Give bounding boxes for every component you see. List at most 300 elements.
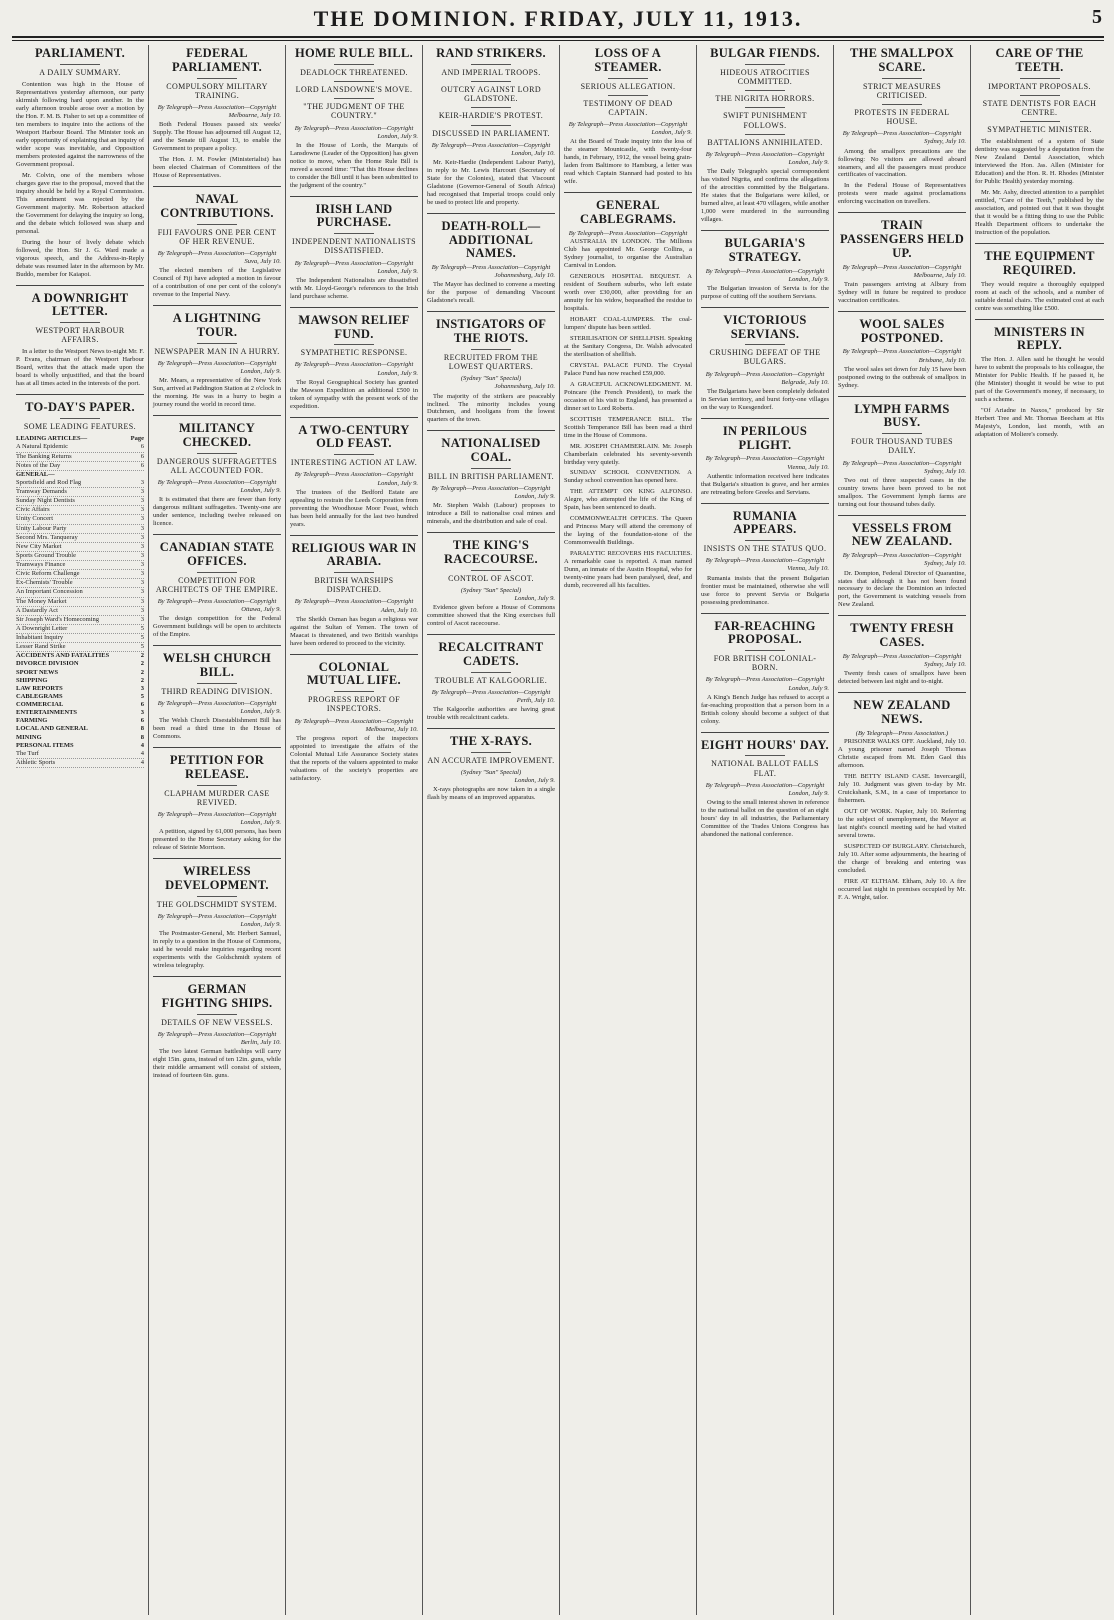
article-paragraph: Mr. Keir-Hardie (Independent Labour Party), in reply to Mr. Lewis Harcourt (Secretary of State for the Colonies), stated that Viscount Gladstone (Governor-General of South Africa) had recognised that Imperial troops could only be used to protect life and property. [427,158,555,206]
article-paragraph: PRISONER WALKS OFF. Auckland, July 10. A young prisoner named Joseph Thomas Christie escaped from Mt. Eden Gaol this afternoon. [838,737,966,769]
features-item-page: 3 [140,597,144,605]
features-item-page: 6 [140,443,144,451]
article-headline: MAWSON RELIEF FUND. [298,312,410,341]
features-item-label: PERSONAL ITEMS [16,741,74,749]
article-byline: By Telegraph—Press Association—Copyright [294,717,414,725]
article-paragraph: Dr. Dompton, Federal Director of Quarantine, states that although it has not been found necessary to declare the Dominion an infected port, the Government is watching vessels from New Zealand. [838,569,966,609]
article-headline: RUMANIA APPEARS. [733,508,797,537]
features-item [16,443,144,452]
article-dateline: Sydney, July 10. [924,661,966,669]
article-byline: By Telegraph—Press Association—Copyright [294,598,414,606]
article-byline: By Telegraph—Press Association—Copyright [842,130,962,138]
article [838,396,966,509]
article-subheading: HIDEOUS ATROCITIES COMMITTED. [701,64,829,86]
article-subheading: DEADLOCK THREATENED. [290,64,418,77]
article-paragraph: Mr. Stephen Walsh (Labour) proposes to introduce a Bill to nationalise coal mines and minerals, and the distribution and sale of coal. [427,502,555,526]
article-subheading: SWIFT PUNISHMENT FOLLOWS. [701,107,829,129]
article-byline: By Telegraph—Press Association—Copyright [294,124,414,132]
article-byline: By Telegraph—Press Association—Copyright [842,459,962,467]
article-paragraph: The Bulgarian invasion of Servia is for the purpose of cutting off the southern Servians. [701,284,829,300]
article-headline: WIRELESS DEVELOPMENT. [165,864,269,893]
article-subheading: FOUR THOUSAND TUBES DAILY. [838,433,966,455]
features-item [16,643,144,652]
article-subheading: IMPORTANT PROPOSALS. [975,78,1104,91]
article-headline: COLONIAL MUTUAL LIFE. [307,659,401,688]
column-5 [560,45,697,1615]
features-item [16,742,144,750]
features-item-page: 6 [140,701,144,709]
article-byline: By Telegraph—Press Association—Copyright [842,348,962,356]
article-dateline: Aden, July 10. [380,606,418,614]
article-paragraph: A GRACEFUL ACKNOWLEDGMENT. M. Poincare (the French President), to mark the occasion of his visit to England, has presented a dinner set to Lord Roberts. [564,380,692,412]
article-byline: By Telegraph—Press Association—Copyright [157,249,277,257]
article-paragraph: "Of Ariadne in Naxos," produced by Sir Herbert Tree and Mr. Thomas Beecham at His Majesty's, London, last month, with an adaptation of Moliere's comedy. [975,406,1104,438]
article-paragraph: The Postmaster-General, Mr. Herbert Samuel, in reply to a question in the House of Commons, said he would make inquiries regarding recent experiments with the Goldschmidt system of wireless telegraphy. [153,930,281,970]
features-list [16,435,144,768]
features-item-page: 2 [140,660,144,668]
features-item-page: 3 [140,488,144,496]
article-paragraph: OUT OF WORK. Napier, July 10. Referring to the subject of unemployment, the Mayor at last night's council meeting said he had visited several towns. [838,807,966,839]
column-2 [149,45,286,1615]
features-item-label: Civic Reform Challenge [16,570,80,578]
features-item [16,607,144,616]
features-item-label: The Banking Returns [16,452,72,460]
features-item-label: Athletic Sports [16,758,56,766]
features-item-label: A Dastardly Act [16,606,58,614]
features-item-label: Sunday Night Dentists [16,497,75,505]
article-dateline: Melbourne, July 10. [228,112,281,120]
article-dateline: Ottawa, July 9. [241,606,281,614]
article-paragraph: The Hon. J. M. Fowler (Ministerialist) has been elected Chairman of Committees of the House of Representatives. [153,156,281,180]
article [427,47,555,207]
article-byline: (Sydney "Sun" Special) [460,769,522,777]
article-subheading: SERIOUS ALLEGATION. [564,78,692,91]
article-byline: By Telegraph—Press Association—Copyright [705,557,825,565]
article-headline: VESSELS FROM NEW ZEALAND. [851,520,953,549]
article [975,47,1104,237]
article [427,430,555,526]
article-paragraph: Two out of three suspected cases in the country towns have been proved to be not smallpox. The Government lymph farms are turning out four thousand tubes daily. [838,476,966,508]
article-byline: By Telegraph—Press Association—Copyright [568,121,688,129]
features-item [16,534,144,543]
masthead-title: THE DOMINION. FRIDAY, JULY 11, 1913. [313,6,803,31]
article [153,47,281,180]
article-dateline: Vienna, July 10. [787,565,829,573]
article-paragraph: Mr. Mr. Ashy, directed attention to a pamphlet entitled, "Care of the Teeth," published by the association, and pointed out that it was thought that it would be a fitting thing to use the Public Health Department officers to undertake the instruction of the population. [975,189,1104,237]
features-item [16,588,144,597]
article [564,192,692,590]
article-dateline: London, July 9. [240,487,281,495]
article-headline: RECALCITRANT CADETS. [438,640,544,669]
article-byline: By Telegraph—Press Association—Copyright [842,263,962,271]
article-paragraph: Contention was high in the House of Representatives yesterday afternoon, our party skirmish following hard upon another. In the early afternoon trouble arose over a motion by the Hon. F. M. B. Fisher to set up a committee of ten members to inquire into the actions of the Westport Harbour Board. The Minister took an early opportunity of explaining that an inquiry of wider scope was inevitable, and Opposition members protested against the narrowness of the Government proposal. [16,80,144,168]
column-1 [12,45,149,1615]
features-item [16,561,144,570]
features-item-label: Sports Ground Trouble [16,551,76,559]
article-paragraph: MR. JOSEPH CHAMBERLAIN. Mr. Joseph Chamberlain celebrated his seventy-seventh birthday very quietly. [564,442,692,466]
features-item [16,625,144,634]
article-subheading: AND IMPERIAL TROOPS. [427,64,555,77]
features-item [16,453,144,462]
article [16,394,144,768]
article-headline: GERMAN FIGHTING SHIPS. [161,982,273,1010]
features-item [16,598,144,607]
article-byline: (By Telegraph—Press Association.) [855,729,949,737]
article [838,692,966,901]
article-paragraph: The two latest German battleships will carry eight 15in. guns, instead of ten 12in. guns, while their middle armament will consist of sixteen, instead of fourteen 6in. guns. [153,1048,281,1080]
features-item-label: A Natural Epidemic [16,443,68,451]
features-item-label: An Important Concession [16,588,83,596]
article-subheading: KEIR-HARDIE'S PROTEST. [427,107,555,120]
article-byline: By Telegraph—Press Association—Copyright [705,150,825,158]
features-item-label: The Turf [16,749,39,757]
article-dateline: Brisbane, July 10. [918,356,966,364]
article-subheading: OUTCRY AGAINST LORD GLADSTONE. [427,81,555,103]
article-headline: FAR-REACHING PROPOSAL. [714,618,816,647]
article-subheading: FIJI FAVOURS ONE PER CENT OF HER REVENUE. [153,224,281,246]
features-item-label: Inhabitant Inquiry [16,634,64,642]
article-byline: By Telegraph—Press Association—Copyright [842,652,962,660]
article [427,728,555,802]
article-byline: By Telegraph—Press Association—Copyright [431,485,551,493]
article [153,976,281,1080]
article-dateline: London, July 9. [377,479,418,487]
article [16,285,144,389]
column-7 [834,45,971,1615]
features-item-page: 3 [140,478,144,486]
features-item-label: Tramway Demands [16,488,67,496]
features-item-page: 2 [140,652,144,660]
article-headline: BULGARIA'S STRATEGY. [724,236,806,264]
features-item [16,515,144,524]
article-subheading: STRICT MEASURES CRITICISED. [838,78,966,100]
features-item-page: 3 [140,533,144,541]
article-dateline: London, July 9. [514,493,555,501]
features-item-page: 3 [140,570,144,578]
article-byline: By Telegraph—Press Association—Copyright [705,455,825,463]
article-dateline: Sydney, July 10. [924,467,966,475]
features-item-label: SPORT NEWS [16,668,59,676]
article-subheading: NEWSPAPER MAN IN A HURRY. [153,343,281,356]
column-4 [423,45,560,1615]
features-item-label: ENTERTAINMENTS [16,709,78,717]
article-subheading: SOME LEADING FEATURES. [16,418,144,431]
article-headline: IN PERILOUS PLIGHT. [722,423,808,452]
features-item [16,717,144,725]
features-item [16,759,144,768]
article-headline: NEW ZEALAND NEWS. [853,698,951,726]
features-item-label: DIVORCE DIVISION [16,660,79,668]
article [290,307,418,411]
article-byline: By Telegraph—Press Association—Copyright [705,370,825,378]
article-paragraph: Mr. Mears, a representative of the New York Sun, arrived at Paddington Station at 2 o'clock in the morning. He was in a hurry to begin a journey round the world in record time. [153,377,281,409]
article-dateline: London, July 9. [377,267,418,275]
article-headline: RAND STRIKERS. [436,46,546,60]
article-subheading: "THE JUDGMENT OF THE COUNTRY." [290,98,418,120]
features-item [16,709,144,717]
features-item-label: COMMERCIAL [16,701,64,709]
columns [12,45,1104,1615]
article [153,186,281,299]
article [838,615,966,686]
article-paragraph: HOBART COAL-LUMPERS. The coal-lumpers' dispute has been settled. [564,315,692,331]
features-item-label: Notes of the Day [16,461,61,469]
article-subheading: BRITISH WARSHIPS DISPATCHED. [290,572,418,594]
article [153,747,281,852]
article [290,47,418,190]
article-dateline: London, July 9. [514,777,555,785]
features-item-label: GENERAL— [16,470,55,478]
features-item [16,435,144,443]
features-item-page: 2 [140,676,144,684]
article-byline: By Telegraph—Press Association—Copyright [157,1030,277,1038]
features-item [16,497,144,506]
features-item-label: Sir Joseph Ward's Homecoming [16,615,100,623]
article-paragraph: The majority of the strikers are peaceably inclined. The minority includes young Dutchmen, and hooligans from the lowest quarters of the town. [427,392,555,424]
article-headline: THE X-RAYS. [449,734,533,749]
features-item-page: 3 [140,588,144,596]
article-paragraph: Evidence given before a House of Commons committee showed that the King exercises full control of Ascot racecourse. [427,604,555,628]
features-item-label: LEADING ARTICLES— [16,435,88,443]
article [701,307,829,412]
article [427,311,555,424]
article-byline: (Sydney "Sun" Special) [460,375,522,383]
features-item-label: Second Mrs. Tanqueray [16,533,78,541]
article [701,613,829,726]
article [701,503,829,607]
article-byline: By Telegraph—Press Association—Copyright [157,912,277,920]
article [153,858,281,970]
article-dateline: London, July 9. [240,921,281,929]
article [153,305,281,409]
article-byline: (Sydney "Sun" Special) [460,587,522,595]
article-dateline: London, July 9. [514,595,555,603]
features-item-page: 3 [140,524,144,532]
article-paragraph: SUSPECTED OF BURGLARY. Christchurch, July 10. After some adjournments, the hearing of the charge of breaking and entering was concluded. [838,842,966,874]
article-dateline: Sydney, July 10. [924,560,966,568]
article-headline: CANADIAN STATE OFFICES. [159,540,275,568]
features-item [16,660,144,668]
article [701,47,829,224]
features-item [16,479,144,488]
features-item-label: Unity Labour Party [16,524,67,532]
article-headline: NAVAL CONTRIBUTIONS. [160,192,274,220]
features-item [16,634,144,643]
article-paragraph: Both Federal Houses passed six weeks' Supply. The House has adjourned till August 12, and the Senate till August 13, to enable the Government to prepare a policy. [153,121,281,153]
article-paragraph: SCOTTISH TEMPERANCE BILL. The Scottish Temperance Bill has been read a third time in the House of Commons. [564,415,692,439]
article-byline: By Telegraph—Press Association—Copyright [705,267,825,275]
article-subheading: COMPULSORY MILITARY TRAINING. [153,78,281,100]
features-item-page: 3 [140,709,144,717]
features-item [16,685,144,693]
article [290,535,418,648]
features-item-label: ACCIDENTS AND FATALITIES [16,652,110,660]
article-dateline: Belgrade, July 10. [781,378,829,386]
features-item [16,677,144,685]
article-paragraph: PARALYTIC RECOVERS HIS FACULTIES. A remarkable case is reported. A man named Dunn, an inmate of the Austin Hospital, who for twenty-nine years had been paralysed, deaf, and dumb, recovered all his faculties. [564,550,692,590]
article-headline: PETITION FOR RELEASE. [169,753,265,781]
article-byline: By Telegraph—Press Association—Copyright [157,598,277,606]
article-headline: TWENTY FRESH CASES. [850,621,954,650]
features-item-page: 5 [140,643,144,651]
article-headline: EIGHT HOURS' DAY. [701,737,829,752]
article-dateline: London, July 9. [788,789,829,797]
article-subheading: WESTPORT HARBOUR AFFAIRS. [16,322,144,344]
features-item-page: 3 [140,561,144,569]
article-dateline: Sydney, July 10. [924,138,966,146]
features-item [16,652,144,660]
features-item-label: Ex-Chemists' Trouble [16,579,73,587]
article-headline: BULGAR FIENDS. [710,46,820,60]
article-dateline: London, July 9. [240,367,281,375]
article-paragraph: Mr. Colvin, one of the members whose charges gave rise to the proposal, moved that the inquiry should be held by a Royal Commission. This amendment was rejected by the Government majority. Mr. Robertson attacked the Government for delaying the inquiry so long, and the debate which followed was sharp and personal. [16,171,144,235]
article-byline: By Telegraph—Press Association—Copyright [157,811,277,819]
article-subheading: BILL IN BRITISH PARLIAMENT. [427,468,555,481]
article-subheading: THE GOLDSCHMIDT SYSTEM. [153,896,281,909]
features-item-page: Page [130,435,144,443]
features-item-page: 4 [140,758,144,766]
article-subheading: CONTROL OF ASCOT. [427,570,555,583]
article-paragraph: STERILISATION OF SHELLFISH. Speaking at the Sanitary Congress, Dr. Walsh advocated the sterilisation of shellfish. [564,334,692,358]
article [290,417,418,529]
article-dateline: Melbourne, July 10. [913,271,966,279]
article-dateline: Johannesburg, July 10. [494,272,555,280]
article-subheading: CLAPHAM MURDER CASE REVIVED. [153,785,281,807]
features-item [16,579,144,588]
article [427,634,555,722]
article [153,534,281,639]
article [16,47,144,279]
article-paragraph: Authentic information received here indicates that Bulgaria's situation is grave, and her armies are retreating before Greeks and Servians. [701,472,829,496]
article-paragraph: COMMONWEALTH OFFICES. The Queen and Princess Mary will attend the ceremony of the laying of the foundation-stone of the Commonwealth Buildings. [564,515,692,547]
features-item-page: 8 [140,733,144,741]
article-dateline: Suva, July 10. [244,258,281,266]
article-headline: LYMPH FARMS BUSY. [854,401,950,430]
article [427,532,555,628]
article-paragraph: The wool sales set down for July 15 have been postponed owing to the outbreak of smallpox in Sydney. [838,365,966,389]
article [701,732,829,839]
article-paragraph: The Royal Geographical Society has granted the Mawson Expedition an additional £500 in token of sympathy with the present work of the expedition. [290,378,418,410]
article [290,196,418,301]
features-item [16,462,144,471]
article-headline: VICTORIOUS SERVIANS. [723,312,807,341]
article-paragraph: During the hour of lively debate which followed, the Hon. Sir J. G. Ward made a vigorous speech, and the Address-in-Reply debate was resumed later in the afternoon by Mr. Buddo, member for Kaiapoi. [16,238,144,278]
article-paragraph: In the Federal House of Representatives protests were made against proclamations enforcing vaccination on travellers. [838,182,966,206]
article-headline: FEDERAL PARLIAMENT. [172,46,262,74]
article-dateline: London, July 9. [788,275,829,283]
features-item-label: LOCAL AND GENERAL [16,725,88,733]
article-dateline: Perth, July 10. [516,697,555,705]
article [290,654,418,783]
article-dateline: London, July 9. [240,708,281,716]
article-subheading: DETAILS OF NEW VESSELS. [153,1014,281,1027]
features-item [16,506,144,515]
article-paragraph: The progress report of the inspectors appointed to investigate the affairs of the Colonial Mutual Life Assurance Society states that the reports of the valuers appointed to make valuations of the society's properties are satisfactory. [290,734,418,782]
features-item-label: The Money Market [16,597,67,605]
article-subheading: AN ACCURATE IMPROVEMENT. [427,752,555,765]
features-item-page: 3 [140,579,144,587]
article-subheading: DISCUSSED IN PARLIAMENT. [427,125,555,138]
article-subheading: SYMPATHETIC RESPONSE. [290,344,418,357]
article-dateline: Johannesburg, July 10. [494,383,555,391]
article-byline: By Telegraph—Press Association—Copyright [294,361,414,369]
article-headline: WOOL SALES POSTPONED. [859,316,945,345]
features-item-label: MINING [16,733,42,741]
article-subheading: TESTIMONY OF DEAD CAPTAIN. [564,95,692,117]
article-subheading: FOR BRITISH COLONIAL-BORN. [701,650,829,672]
article-subheading: NATIONAL BALLOT FALLS FLAT. [701,755,829,777]
article-headline: A TWO-CENTURY OLD FEAST. [298,422,410,451]
article-paragraph: The Hon. J. Allen said he thought he would have to submit the proposals to his colleague, the Minister for Public Health. If he passed it, he (the Minister) thought it would be wise to put part of the Government's money, if necessary, to such a scheme. [975,356,1104,403]
masthead-rule [12,40,1104,41]
article-headline: LOSS OF A STEAMER. [594,46,662,74]
article-dateline: London, July 9. [651,129,692,137]
features-item-label: Civic Affairs [16,506,50,514]
features-item-page: 3 [140,615,144,623]
article-paragraph: The elected members of the Legislative Council of Fiji have adopted a motion in favour of a contribution of one per cent of the colony's revenue to the Imperial Navy. [153,267,281,299]
article-subheading: SYMPATHETIC MINISTER. [975,121,1104,134]
article-subheading: STATE DENTISTS FOR EACH CENTRE. [975,95,1104,117]
article-headline: TO-DAY'S PAPER. [25,400,135,415]
features-item [16,693,144,701]
article-subheading: PROTESTS IN FEDERAL HOUSE. [838,104,966,126]
features-item-page: 5 [140,692,144,700]
article-paragraph: Twenty fresh cases of smallpox have been detected between last night and to-night. [838,670,966,686]
article-byline: By Telegraph—Press Association—Copyright [294,471,414,479]
features-item-page: 3 [140,551,144,559]
masthead [12,6,1104,38]
article-subheading: RECRUITED FROM THE LOWEST QUARTERS. [427,349,555,371]
features-item-page: 4 [140,741,144,749]
article-headline: NATIONALISED COAL. [441,436,541,465]
article-paragraph: The Independent Nationalists are dissatisfied with Mr. Lloyd-George's references to the Irish land purchase scheme. [290,276,418,300]
article-paragraph: The establishment of a system of State dentistry was suggested by a deputation from the New Zealand Dental Association, which interviewed the Hon. Jas. Allen (Minister for Education) and the Hon. R. H. Rhodes (Minister for Public Health) yesterday morning. [975,138,1104,186]
article-paragraph: Rumania insists that the present Bulgarian frontier must be maintained, otherwise she will use force to prevent Servia or Bulgaria possessing predominance. [701,574,829,606]
article-byline: By Telegraph—Press Association—Copyright [842,552,962,560]
features-item-label: LAW REPORTS [16,684,63,692]
features-item-page: 6 [140,452,144,460]
article-headline: INSTIGATORS OF THE RIOTS. [435,317,547,346]
article-paragraph: Among the smallpox precautions are the following: No visitors are allowed aboard steamers, and all the passengers must produce certificates of vaccination. [838,147,966,179]
column-3 [286,45,423,1615]
features-item [16,570,144,579]
features-item [16,701,144,709]
article-dateline: Berlin, July 10. [240,1039,281,1046]
article-byline: By Telegraph—Press Association—Copyright [705,676,825,684]
features-item-page: 3 [140,515,144,523]
article-paragraph: FIRE AT ELTHAM. Eltham, July 10. A fire occurred last night in premises occupied by Mr. F. A. Wright, tailor. [838,877,966,901]
column-6 [697,45,834,1615]
article-paragraph: The Bulgarians have been completely defeated in Servian territory, and burst forty-one villages on the way to Kuesgendorf. [701,387,829,411]
features-item-page: 5 [140,624,144,632]
article-headline: WELSH CHURCH BILL. [162,651,272,679]
page-number: 5 [1092,6,1102,28]
features-item-page: 5 [140,634,144,642]
article-subheading: THE NIGRITA HORRORS. [701,90,829,103]
article-paragraph: AUSTRALIA IN LONDON. The Millions Club has appointed Mr. George Collins, a Sydney journalist, to organise the Australian Carnival in London. [564,237,692,269]
features-item-label: SHIPPING [16,676,48,684]
features-item [16,725,144,733]
article-paragraph: The design competition for the Federal Government buildings will be open to architects of the Empire. [153,615,281,639]
features-item-label: Tramways Finance [16,561,66,569]
article-dateline: Melbourne, July 10. [365,725,418,733]
article-paragraph: The Kalgoorlie authorities are having great trouble with recalcitrant cadets. [427,706,555,722]
features-item-page: 4 [140,749,144,757]
article-byline: By Telegraph—Press Association—Copyright [157,478,277,486]
features-item-page: 3 [140,542,144,550]
article-byline: By Telegraph—Press Association—Copyright [705,781,825,789]
article-dateline: London, July 9. [240,819,281,827]
